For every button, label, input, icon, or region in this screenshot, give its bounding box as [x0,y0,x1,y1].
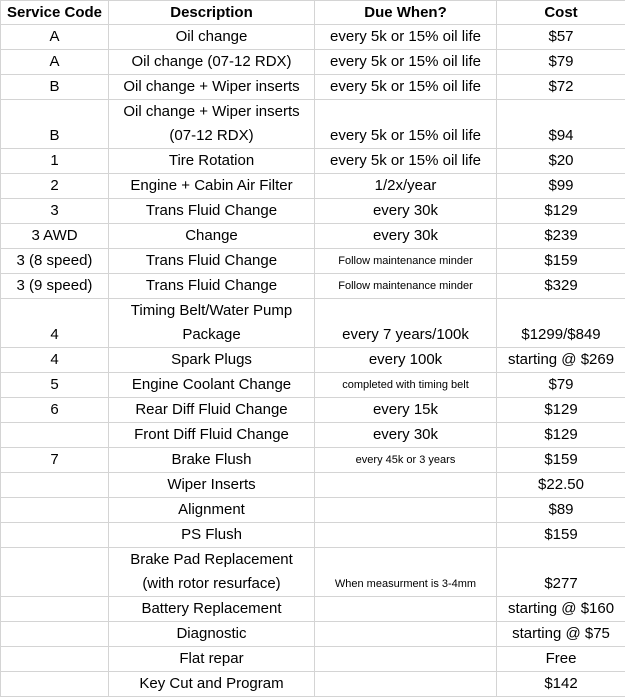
cost-cell[interactable]: $329 [497,274,625,299]
service-code-cell[interactable]: 3 (8 speed) [1,249,109,274]
description-cell[interactable] [109,473,315,498]
description-line: Timing Belt/Water Pump [111,299,312,323]
description-cell[interactable] [109,448,315,473]
description-line: Oil change + Wiper inserts [111,100,312,124]
description-line: Trans Fluid Change [111,199,312,223]
service-code-cell[interactable]: 7 [1,448,109,473]
table-row [1,672,625,697]
description-line: Oil change + Wiper inserts [111,75,312,99]
cost-cell[interactable]: $159 [497,523,625,548]
due-when-cell[interactable]: every 45k or 3 years [315,448,497,473]
table-row [1,50,625,75]
cost-cell[interactable]: $89 [497,498,625,523]
service-code-cell[interactable] [1,523,109,548]
description-line: Oil change (07-12 RDX) [111,50,312,74]
due-when-cell[interactable]: every 5k or 15% oil life [315,25,497,50]
due-when-cell[interactable]: every 5k or 15% oil life [315,50,497,75]
description-line: Engine + Cabin Air Filter [111,174,312,198]
description-line: Brake Flush [111,448,312,472]
service-code-cell[interactable]: 6 [1,398,109,423]
cost-cell[interactable]: $94 [497,100,625,149]
description-cell[interactable] [109,498,315,523]
description-line: Oil change [111,25,312,49]
cost-cell[interactable]: $1299/$849 [497,299,625,348]
description-line: Key Cut and Program [111,672,312,696]
table-row [1,100,625,149]
due-when-cell[interactable]: every 100k [315,348,497,373]
description-cell[interactable] [109,398,315,423]
service-code-cell[interactable] [1,473,109,498]
due-when-cell[interactable]: every 30k [315,199,497,224]
description-cell[interactable] [109,672,315,697]
due-when-cell[interactable] [315,498,497,523]
description-cell[interactable] [109,622,315,647]
table-row [1,224,625,249]
due-when-cell[interactable] [315,672,497,697]
service-code-cell[interactable]: 1 [1,149,109,174]
table-row [1,25,625,50]
cost-cell[interactable]: $239 [497,224,625,249]
cost-cell[interactable]: $159 [497,448,625,473]
service-code-cell[interactable]: 3 [1,199,109,224]
service-code-cell[interactable]: B [1,100,109,149]
table-row [1,274,625,299]
service-code-cell[interactable]: 5 [1,373,109,398]
cost-cell[interactable]: $99 [497,174,625,199]
table-row [1,622,625,647]
description-line: Package [111,323,312,347]
table-row [1,174,625,199]
service-code-cell[interactable] [1,672,109,697]
table-row [1,299,625,348]
description-line: Rear Diff Fluid Change [111,398,312,422]
description-line: Tire Rotation [111,149,312,173]
table-row [1,423,625,448]
description-cell[interactable] [109,348,315,373]
description-cell[interactable] [109,25,315,50]
due-when-cell[interactable] [315,473,497,498]
service-code-cell[interactable]: 3 (9 speed) [1,274,109,299]
service-code-cell[interactable]: 4 [1,348,109,373]
cost-cell[interactable]: $20 [497,149,625,174]
description-line: Alignment [111,498,312,522]
service-code-cell[interactable] [1,498,109,523]
cost-cell[interactable]: $129 [497,423,625,448]
table-row [1,548,625,597]
due-when-cell[interactable]: Follow maintenance minder [315,274,497,299]
table-row [1,473,625,498]
service-code-cell[interactable] [1,423,109,448]
due-when-cell[interactable]: When measurment is 3-4mm [315,548,497,597]
header-due-when[interactable]: Due When? [315,1,497,25]
cost-cell[interactable]: $22.50 [497,473,625,498]
table-row [1,199,625,224]
table-row [1,348,625,373]
header-description[interactable]: Description [109,1,315,25]
description-line: Trans Fluid Change [111,249,312,273]
service-code-cell[interactable]: 3 AWD [1,224,109,249]
table-row [1,373,625,398]
table-row [1,498,625,523]
description-line: Wiper Inserts [111,473,312,497]
due-when-cell[interactable]: every 5k or 15% oil life [315,75,497,100]
due-when-cell[interactable]: every 5k or 15% oil life [315,149,497,174]
cost-cell[interactable]: $159 [497,249,625,274]
description-cell[interactable] [109,249,315,274]
service-code-cell[interactable] [1,597,109,622]
cost-cell[interactable]: $277 [497,548,625,597]
due-when-cell[interactable]: every 30k [315,423,497,448]
description-line: PS Flush [111,523,312,547]
cost-cell[interactable]: $129 [497,199,625,224]
cost-cell[interactable]: $79 [497,373,625,398]
due-when-cell[interactable]: completed with timing belt [315,373,497,398]
service-code-cell[interactable]: 2 [1,174,109,199]
description-cell[interactable] [109,423,315,448]
table-row [1,523,625,548]
service-code-cell[interactable]: 4 [1,299,109,348]
service-code-cell[interactable] [1,647,109,672]
description-line: Battery Replacement [111,597,312,621]
header-service-code[interactable]: Service Code [1,1,109,25]
description-cell[interactable] [109,199,315,224]
cost-cell[interactable]: $79 [497,50,625,75]
due-when-cell[interactable] [315,647,497,672]
description-line: Flat repar [111,647,312,671]
description-cell[interactable] [109,224,315,249]
table-row [1,249,625,274]
due-when-cell[interactable]: every 5k or 15% oil life [315,100,497,149]
table-row [1,75,625,100]
cost-cell[interactable]: $142 [497,672,625,697]
cost-cell[interactable]: $129 [497,398,625,423]
description-line: Brake Pad Replacement [111,548,312,572]
due-when-cell[interactable]: every 7 years/100k [315,299,497,348]
table-row [1,149,625,174]
due-when-cell[interactable]: Follow maintenance minder [315,249,497,274]
due-when-cell[interactable]: every 15k [315,398,497,423]
description-cell[interactable] [109,149,315,174]
due-when-cell[interactable] [315,597,497,622]
service-code-cell[interactable] [1,622,109,647]
due-when-cell[interactable] [315,622,497,647]
cost-cell[interactable]: starting @ $160 [497,597,625,622]
header-cost[interactable]: Cost [497,1,625,25]
service-code-cell[interactable]: B [1,75,109,100]
description-line: Change [111,224,312,248]
due-when-cell[interactable] [315,523,497,548]
description-cell[interactable] [109,174,315,199]
cost-cell[interactable]: starting @ $75 [497,622,625,647]
description-cell[interactable] [109,523,315,548]
description-line: Diagnostic [111,622,312,646]
table-row [1,398,625,423]
description-cell[interactable] [109,274,315,299]
description-cell[interactable] [109,75,315,100]
description-cell[interactable] [109,647,315,672]
service-code-cell[interactable] [1,548,109,597]
description-cell[interactable] [109,548,315,597]
description-line: Trans Fluid Change [111,274,312,298]
due-when-cell[interactable]: every 30k [315,224,497,249]
description-cell[interactable] [109,50,315,75]
table-row [1,597,625,622]
header-row [1,1,625,25]
service-code-cell[interactable]: A [1,25,109,50]
description-line: (07-12 RDX) [111,124,312,148]
table-row [1,647,625,672]
service-code-cell[interactable]: A [1,50,109,75]
cost-cell[interactable]: Free [497,647,625,672]
table-row [1,448,625,473]
description-cell[interactable] [109,100,315,149]
due-when-cell[interactable]: 1/2x/year [315,174,497,199]
cost-cell[interactable]: $57 [497,25,625,50]
description-cell[interactable] [109,373,315,398]
description-cell[interactable] [109,597,315,622]
description-line: (with rotor resurface) [111,572,312,596]
cost-cell[interactable]: $72 [497,75,625,100]
description-line: Spark Plugs [111,348,312,372]
description-cell[interactable] [109,299,315,348]
cost-cell[interactable]: starting @ $269 [497,348,625,373]
description-line: Engine Coolant Change [111,373,312,397]
description-line: Front Diff Fluid Change [111,423,312,447]
